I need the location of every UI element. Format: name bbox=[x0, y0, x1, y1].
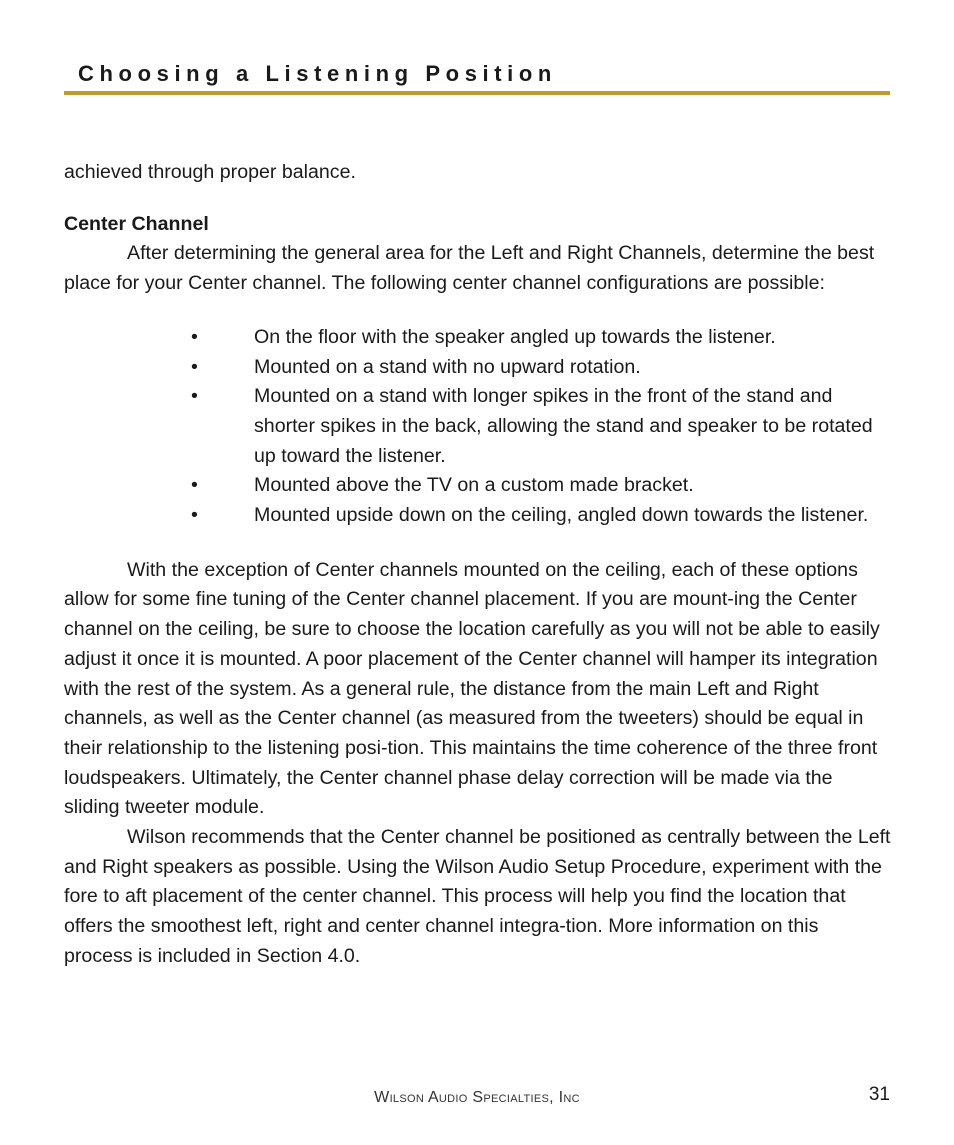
page-number: 31 bbox=[868, 1084, 890, 1105]
lead-paragraph: achieved through proper balance. bbox=[64, 161, 356, 183]
list-item bbox=[64, 382, 892, 471]
list-item-text: Mounted upside down on the ceiling, angled down towards the listener. bbox=[254, 504, 869, 527]
configuration-list bbox=[64, 323, 892, 531]
list-item-text: Mounted on a stand with longer spikes in the front of the stand and shorter spikes in the back, allowing the stand and speaker to be rotated up toward the listener. bbox=[254, 385, 873, 467]
bullet-icon: • bbox=[191, 355, 198, 378]
list-item-text: On the floor with the speaker angled up towards the listener. bbox=[254, 325, 776, 348]
bullet-icon: • bbox=[191, 474, 198, 497]
list-item-text: Mounted on a stand with no upward rotation. bbox=[254, 355, 641, 378]
recommendation-paragraph: Wilson recommends that the Center channel be positioned as centrally between the Left and Right speakers as possible. Using the Wilson Audio Setup Procedure, experiment with the fore to aft placement of the center channel. This process will help you find the location that offers the smoothest left, right and center channel integra-tion. More information on this process is included in Section 4.0. bbox=[64, 826, 891, 967]
page-footer bbox=[64, 1084, 890, 1114]
footer-brand: Wilson Audio Specialties, Inc bbox=[374, 1089, 580, 1106]
center-channel-heading: Center Channel bbox=[64, 212, 209, 235]
page-header bbox=[64, 58, 890, 95]
list-item bbox=[64, 471, 892, 501]
list-item bbox=[64, 501, 892, 531]
bullet-icon: • bbox=[191, 325, 198, 348]
section-title: Choosing a Listening Position bbox=[78, 61, 557, 86]
list-item bbox=[64, 353, 892, 383]
center-channel-intro: After determining the general area for the Left and Right Channels, determine the best place for your Center channel. The following center channel configurations are possible: bbox=[64, 242, 875, 295]
bullet-icon: • bbox=[191, 385, 198, 408]
header-rule bbox=[64, 91, 890, 95]
bullet-icon: • bbox=[191, 504, 198, 527]
list-item-text: Mounted above the TV on a custom made bracket. bbox=[254, 474, 694, 497]
list-item bbox=[64, 323, 892, 353]
placement-paragraph: With the exception of Center channels mounted on the ceiling, each of these options allow for some fine tuning of the Center channel placement. If you are mount-ing the Center channel on the ceiling, be sure to choose the location carefully as you will not be able to easily adjust it once it is mounted. A poor placement of the Center channel will hamper its integration with the rest of the system. As a general rule, the distance from the main Left and Right channels, as well as the Center channel (as measured from the tweeters) should be equal in their relationship to the listening posi-tion. This maintains the time coherence of the three front loudspeakers. Ultimately, the Center channel phase delay correction will be made via the sliding tweeter module. bbox=[64, 558, 880, 819]
page-content bbox=[64, 158, 892, 972]
